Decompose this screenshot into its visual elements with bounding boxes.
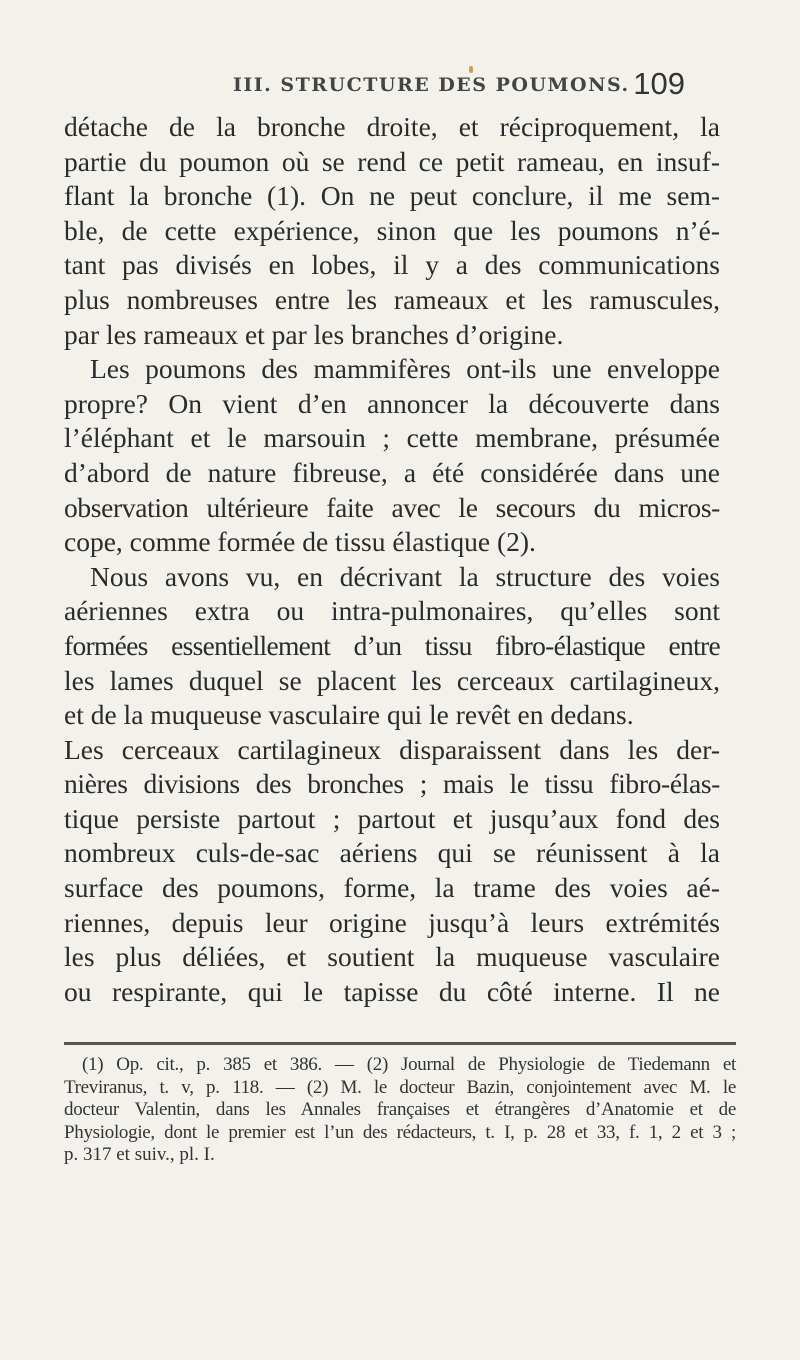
body-text — [64, 110, 720, 1009]
footnotes — [64, 1054, 736, 1167]
text-line: tique persiste partout ; partout et jusqu’aux fond des — [64, 802, 720, 834]
text-line: partie du poumon où se rend ce petit rameau, en insuf- — [64, 145, 720, 177]
text-line: aériennes extra ou intra-pulmonaires, qu’elles sont — [64, 595, 720, 627]
text-line: formées essentiellement d’un tissu fibro-élastique entre — [64, 629, 720, 661]
text-line: observation ultérieure faite avec le secours du micros- — [64, 491, 720, 523]
text-line: d’abord de nature fibreuse, a été considérée dans une — [64, 456, 720, 488]
footnote-divider — [64, 1042, 736, 1045]
text-line: les plus déliées, et soutient la muqueuse vasculaire — [64, 941, 720, 973]
text-line: ble, de cette expérience, sinon que les poumons n’é- — [64, 214, 720, 246]
text-line: par les rameaux et par les branches d’origine. — [64, 318, 564, 350]
text-line: nombreux culs-de-sac aériens qui se réunissent à la — [64, 837, 720, 869]
ink-speck — [469, 66, 473, 73]
footnote-line: (1) Op. cit., p. 385 et 386. — (2) Journal de Physiologie de Tiedemann et — [82, 1054, 736, 1075]
text-line: détache de la bronche droite, et réciproquement, la — [64, 111, 720, 142]
page-number: 109 — [633, 66, 685, 101]
running-head — [233, 66, 685, 106]
text-line: flant la bronche (1). On ne peut conclure, il me sem- — [64, 180, 720, 212]
chapter-title: III. STRUCTURE DES POUMONS. — [233, 74, 630, 96]
footnote-line: docteur Valentin, dans les Annales françaises et étrangères d’Anatomie et de — [64, 1099, 736, 1120]
footnote-line: Treviranus, t. v, p. 118. — (2) M. le docteur Bazin, conjointement avec M. le — [64, 1076, 736, 1098]
text-line: plus nombreuses entre les rameaux et les ramuscules, — [64, 283, 720, 315]
footnote-line: Physiologie, dont le premier est l’un des rédacteurs, t. I, p. 28 et 33, f. 1, 2 et 3 ; — [64, 1121, 736, 1143]
text-line: surface des poumons, forme, la trame des voies aé- — [64, 872, 720, 904]
text-line: l’éléphant et le marsouin ; cette membrane, présumée — [64, 422, 720, 454]
text-line: ou respirante, qui le tapisse du côté interne. Il ne — [64, 975, 720, 1007]
text-line: riennes, depuis leur origine jusqu’à leurs extrémités — [64, 906, 720, 938]
footnote-line: p. 317 et suiv., pl. I. — [64, 1144, 215, 1165]
text-line: les lames duquel se placent les cerceaux cartilagineux, — [64, 664, 720, 696]
text-line: cope, comme formée de tissu élastique (2). — [64, 526, 536, 558]
text-line: nières divisions des bronches ; mais le tissu fibro-élas- — [64, 768, 720, 800]
text-line: Nous avons vu, en décrivant la structure des voies — [90, 560, 720, 592]
text-line: tant pas divisés en lobes, il y a des communications — [64, 249, 720, 281]
text-line: propre? On vient d’en annoncer la découverte dans — [64, 387, 720, 419]
text-line: Les cerceaux cartilagineux disparaissent dans les der- — [64, 733, 720, 765]
text-line: et de la muqueuse vasculaire qui le revêt en dedans. — [64, 699, 634, 731]
text-line: Les poumons des mammifères ont-ils une enveloppe — [90, 353, 720, 385]
